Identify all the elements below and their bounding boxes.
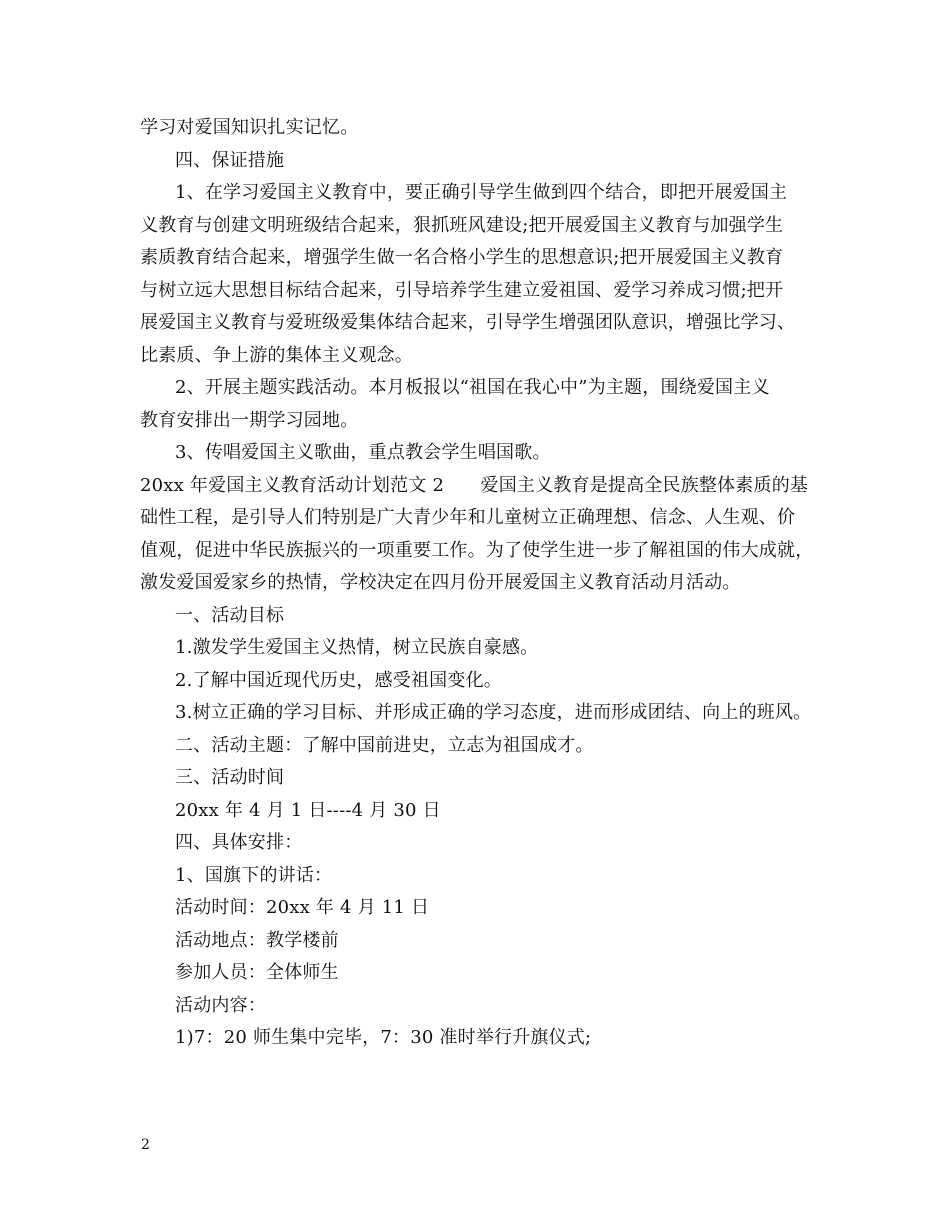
text-line: 2、开展主题实践活动。本月板报以“祖国在我心中”为主题，围绕爱国主义 — [175, 377, 770, 398]
text-line: 三、活动时间 — [175, 767, 285, 788]
text-line: 激发爱国爱家乡的热情，学校决定在四月份开展爱国主义教育活动月活动。 — [140, 572, 741, 593]
text-line: 1、国旗下的讲话： — [175, 864, 333, 886]
page-number: 2 — [141, 1137, 150, 1153]
text-line: 础性工程，是引导人们特别是广大青少年和儿童树立正确理想、信念、人生观、价 — [140, 507, 796, 528]
text-line: 20xx 年爱国主义教育活动计划范文 2 爱国主义教育是提高全民族整体素质的基 — [140, 474, 809, 496]
text-line: 义教育与创建文明班级结合起来，狠抓班风建设;把开展爱国主义教育与加强学生 — [140, 214, 784, 236]
text-line: 一、活动目标 — [175, 604, 285, 626]
text-line: 3.树立正确的学习目标、并形成正确的学习态度，进而形成团结、向上的班风。 — [175, 702, 812, 723]
text-line: 四、具体安排： — [175, 832, 303, 853]
text-line: 活动时间：20xx 年 4 月 11 日 — [175, 897, 430, 918]
text-line: 与树立远大思想目标结合起来，引导培养学生建立爱祖国、爱学习养成习惯;把开 — [140, 279, 784, 301]
text-line: 素质教育结合起来，增强学生做一名合格小学生的思想意识;把开展爱国主义教育 — [140, 247, 784, 268]
text-line: 值观，促进中华民族振兴的一项重要工作。为了使学生进一步了解祖国的伟大成就， — [140, 539, 814, 561]
text-line: 教育安排出一期学习园地。 — [140, 409, 359, 431]
text-line: 1、在学习爱国主义教育中，要正确引导学生做到四个结合，即把开展爱国主 — [175, 182, 788, 203]
text-line: 四、保证措施 — [175, 149, 285, 171]
text-line: 二、活动主题：了解中国前进史，立志为祖国成才。 — [175, 734, 594, 756]
text-line: 3、传唱爱国主义歌曲，重点教会学生唱国歌。 — [175, 442, 551, 463]
text-line: 活动内容： — [175, 994, 266, 1016]
text-line: 2.了解中国近现代历史，感受祖国变化。 — [175, 669, 502, 691]
document-body — [140, 112, 820, 1055]
text-line: 20xx 年 4 月 1 日----4 月 30 日 — [175, 799, 441, 821]
text-line: 1.激发学生爱国主义热情，树立民族自豪感。 — [175, 637, 539, 658]
text-line: 1)7：20 师生集中完毕，7：30 准时举行升旗仪式; — [175, 1027, 592, 1048]
text-line: 比素质、争上游的集体主义观念。 — [140, 344, 413, 366]
text-line: 参加人员：全体师生 — [175, 962, 339, 983]
text-line: 活动地点：教学楼前 — [175, 929, 339, 951]
text-line: 展爱国主义教育与爱班级爱集体结合起来，引导学生增强团队意识，增强比学习、 — [140, 312, 796, 333]
text-line: 学习对爱国知识扎实记忆。 — [140, 117, 359, 138]
